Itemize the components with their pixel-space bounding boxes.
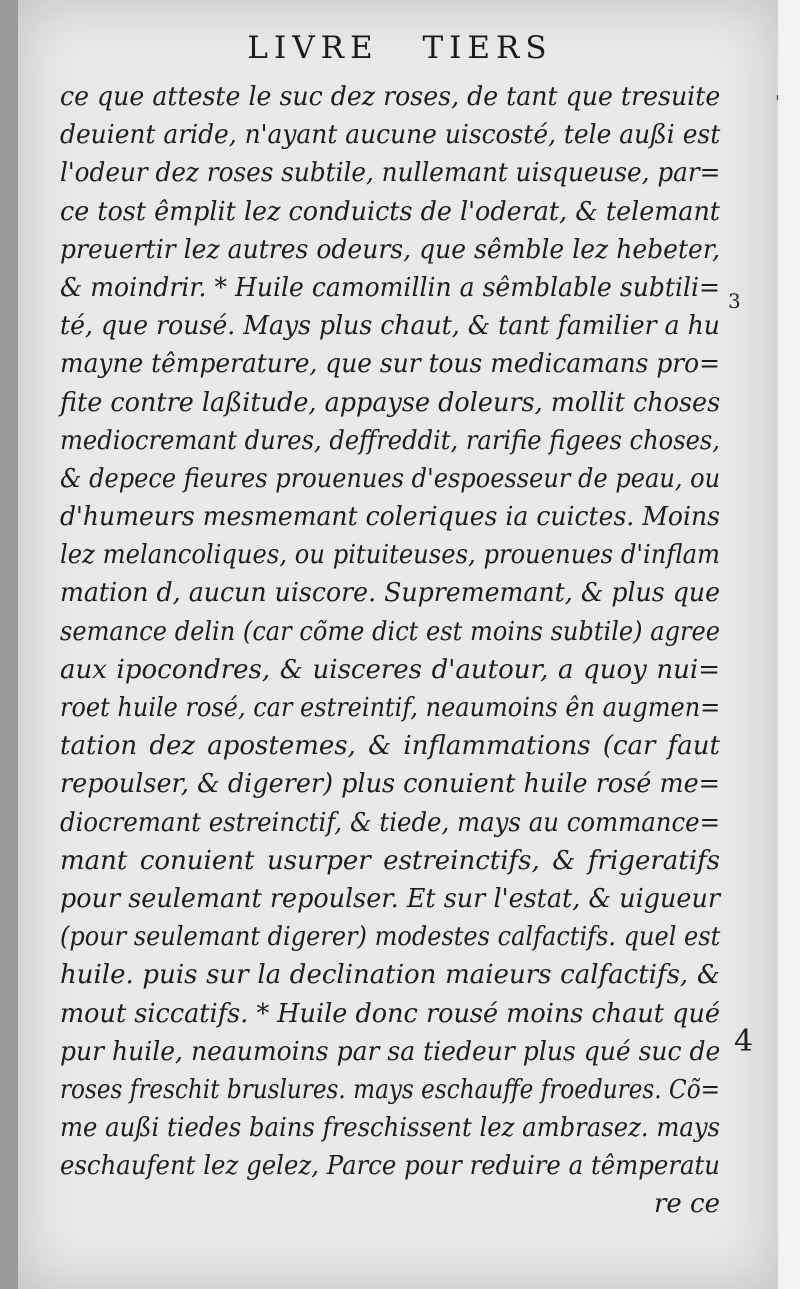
text-line: & moindrir. * Huile camomillin a sêmblable subtili=: [60, 272, 720, 303]
text-line: pour seulemant repoulser. Et sur l'estat, & uigueur: [60, 883, 720, 914]
text-line: aux ipocondres, & uisceres d'autour, a quoy nui=: [60, 654, 720, 685]
text-line: d'humeurs mesmemant coleriques ia cuictes. Moins: [60, 502, 720, 533]
running-head-word-1: LIVRE: [247, 30, 379, 66]
text-line: mant conuient usurper estreinctifs, & frigeratifs: [60, 845, 720, 876]
text-line: pur huile, neaumoins par sa tiedeur plus qué suc de: [60, 1036, 721, 1067]
scan-left-edge: [0, 0, 18, 1289]
text-line: semance delin (car cõme dict est moins subtile) agree: [60, 616, 720, 647]
text-line: diocremant estreinctif, & tiede, mays au commance=: [60, 807, 720, 838]
body-text: [60, 78, 720, 1224]
text-line: roses freschit bruslures. mays eschauffe froedures. Cõ=: [60, 1074, 720, 1105]
text-line: preuertir lez autres odeurs, que sêmble lez hebeter,: [60, 234, 720, 265]
page-mark: ': [775, 92, 780, 113]
text-line: l'odeur dez roses subtile, nullemant uisqueuse, par=: [60, 158, 721, 189]
text-line: ce que atteste le suc dez roses, de tant que tresuite: [60, 82, 721, 112]
text-line: té, que rousé. Mays plus chaut, & tant familier a hu: [60, 311, 720, 342]
text-line: mout siccatifs. * Huile donc rousé moins chaut qué: [60, 998, 720, 1029]
running-head-word-2: TIERS: [422, 30, 553, 66]
running-head: [0, 30, 800, 66]
margin-note-3: 3: [728, 289, 741, 313]
text-line: roet huile rosé, car estreintif, neaumoins ên augmen=: [60, 693, 721, 723]
text-line: (pour seulemant digerer) modestes calfactifs. quel est: [60, 922, 721, 953]
text-line: eschaufent lez gelez, Parce pour reduire a têmperatu: [60, 1151, 720, 1182]
text-line: lez melancoliques, ou pituiteuses, prouenues d'inflam: [60, 540, 720, 571]
text-line: fite contre laßitude, appayse doleurs, mollit choses: [60, 387, 721, 418]
text-line: deuient aride, n'ayant aucune uiscosté, tele außi est: [60, 120, 721, 151]
text-line: ce tost êmplit lez conduicts de l'oderat, & telemant: [60, 196, 720, 227]
scan-right-edge: [778, 0, 800, 1289]
catchword-line: re ce: [653, 1189, 720, 1220]
text-line: huile. puis sur la declination maieurs calfactifs, &: [60, 960, 720, 991]
text-line: mayne têmperature, que sur tous medicamans pro=: [60, 349, 720, 380]
margin-note-4: 4: [734, 1024, 754, 1059]
text-line: mation d, aucun uiscore. Suprememant, & plus que: [60, 578, 720, 609]
text-line: tation dez apostemes, & inflammations (car faut: [60, 731, 720, 762]
text-line: me außi tiedes bains freschissent lez ambrasez. mays: [60, 1113, 720, 1144]
text-line: mediocremant dures, deffreddit, rarifie figees choses,: [60, 425, 720, 456]
text-line: repoulser, & digerer) plus conuient huile rosé me=: [60, 769, 720, 800]
text-line: & depece fieures prouenues d'espoesseur de peau, ou: [60, 463, 721, 494]
